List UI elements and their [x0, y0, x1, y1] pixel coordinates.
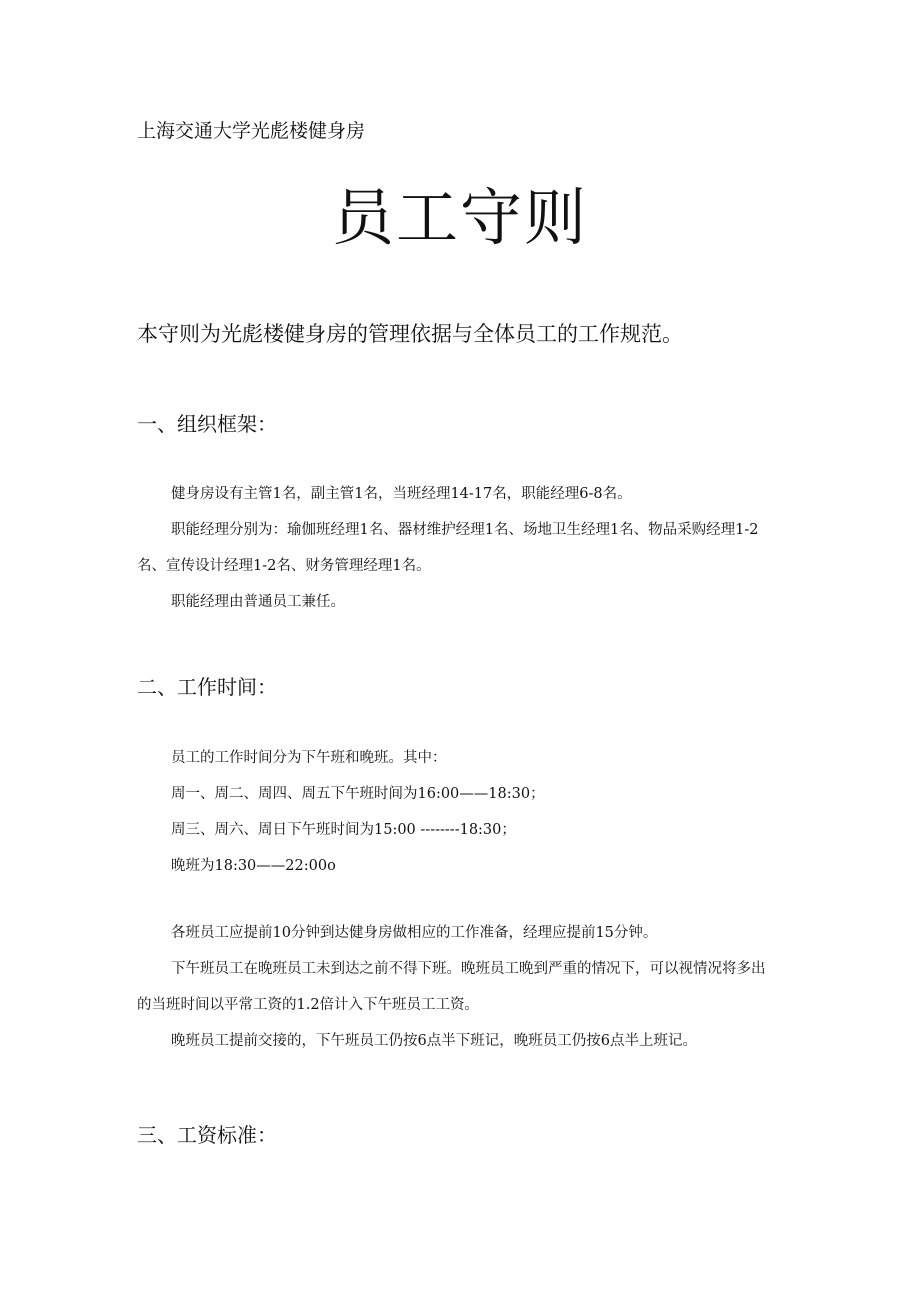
- section-heading-salary: 三、工资标准：: [137, 1123, 277, 1147]
- paragraph: 各班员工应提前10分钟到达健身房做相应的工作准备，经理应提前15分钟。: [171, 925, 658, 941]
- paragraph: 晚班员工提前交接的，下午班员工仍按6点半下班记，晚班员工仍按6点半上班记。: [171, 1033, 697, 1049]
- paragraph: 周三、周六、周日下午班时间为15:00 --------18:30；: [171, 822, 516, 838]
- section-body-work-hours-rules: [137, 915, 777, 1059]
- section-heading-work-hours: 二、工作时间：: [137, 675, 277, 699]
- section-heading-organization: 一、组织框架：: [137, 412, 277, 436]
- document-subtitle: 上海交通大学光彪楼健身房: [137, 120, 366, 142]
- paragraph: 晚班为18:30——22:00o: [171, 858, 336, 874]
- paragraph: 员工的工作时间分为下午班和晚班。其中：: [171, 750, 447, 766]
- document-title: 员工守则: [331, 181, 588, 254]
- paragraph: 职能经理由普通员工兼任。: [171, 594, 345, 610]
- intro-paragraph: 本守则为光彪楼健身房的管理依据与全体员工的工作规范。: [137, 322, 683, 346]
- paragraph: 职能经理分别为：瑜伽班经理1名、器材维护经理1名、场地卫生经理1名、物品采购经理1-2名、宣传设计经理1-2名、财务管理经理1名。: [137, 522, 759, 574]
- section-body-work-hours: [137, 740, 777, 884]
- section-body-organization: [137, 476, 777, 620]
- paragraph: 健身房设有主管1名，副主管1名，当班经理14-17名，职能经理6-8名。: [171, 486, 632, 502]
- paragraph: 下午班员工在晚班员工未到达之前不得下班。晚班员工晚到严重的情况下，可以视情况将多出的当班时间以平常工资的1.2倍计入下午班员工工资。: [137, 961, 766, 1013]
- paragraph: 周一、周二、周四、周五下午班时间为16:00——18:30；: [171, 786, 545, 802]
